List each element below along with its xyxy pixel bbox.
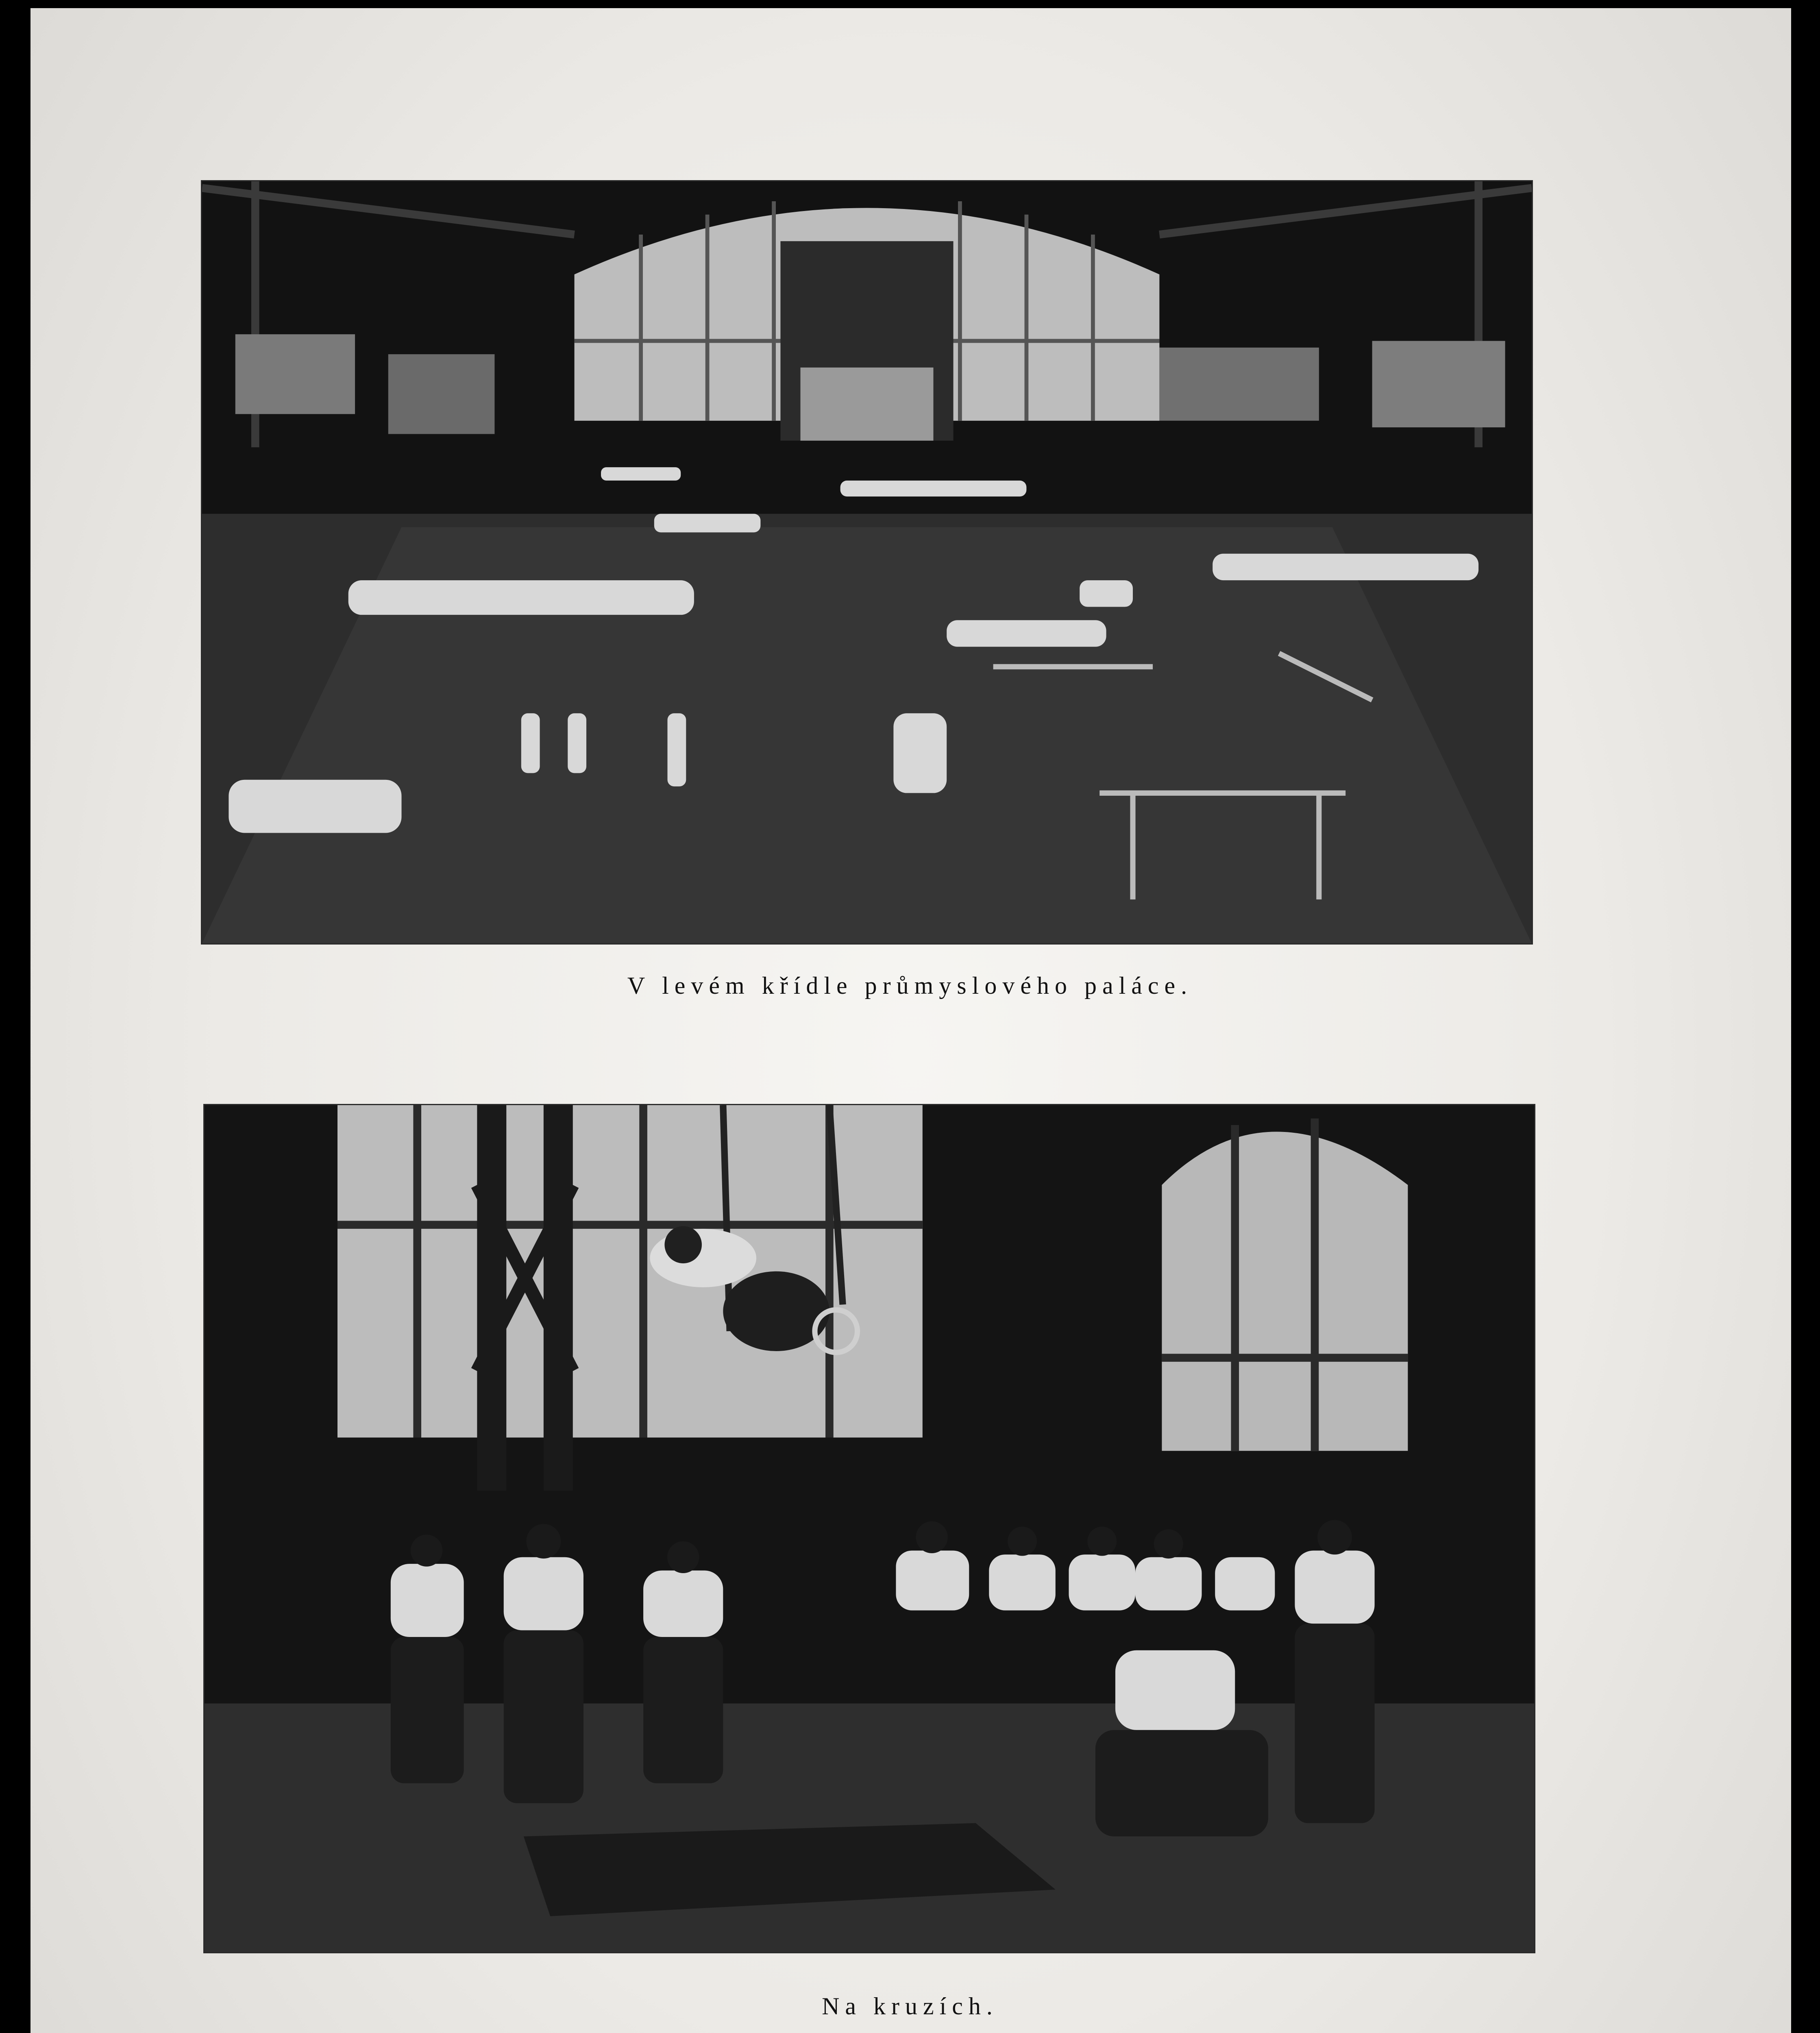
photo-rings [203, 1104, 1535, 1953]
caption-rings: Na kruzích. [822, 1993, 998, 2020]
photo-hall-left-wing [201, 180, 1533, 945]
photo-hall-image [202, 181, 1532, 943]
caption-hall-left-wing: V levém křídle průmyslového paláce. [627, 972, 1193, 999]
photo-rings-image [205, 1105, 1534, 1952]
